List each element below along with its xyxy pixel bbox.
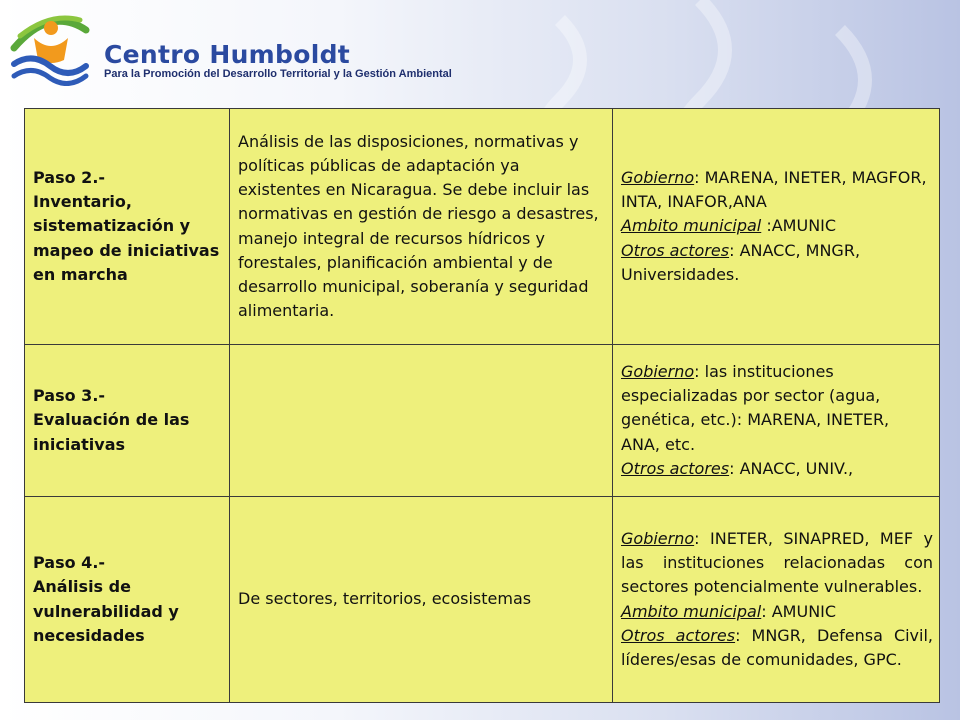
description-cell: Análisis de las disposiciones, normativas y políticas públicas de adaptación ya existentes en Nicaragua. Se debe incluir las normativas en gestión de riesgo a desastres, manejo integral de recursos hídricos y forestales, planificación ambiental y de desarrollo municipal, soberanía y seguridad alimentaria. [230, 109, 613, 345]
step-cell [25, 497, 230, 703]
actor-line [621, 600, 933, 624]
actors-cell [613, 109, 940, 345]
actor-text: AMUNIC [771, 601, 837, 621]
actor-text: INETER, SINAPRED, MEF y las instituciones relacionadas con sectores potencialmente vulnerables. [621, 528, 933, 597]
actor-line [621, 239, 933, 287]
table-row [25, 109, 940, 345]
actors-cell [613, 345, 940, 497]
step-cell [25, 109, 230, 345]
step-number: Paso 4.- [33, 553, 106, 573]
actor-label: Gobierno [621, 528, 695, 548]
actor-line [621, 457, 933, 481]
centro-humboldt-logo-icon [10, 8, 90, 86]
description-cell [230, 345, 613, 497]
actor-separator: : [729, 240, 740, 260]
actor-text: MNGR, Defensa Civil, líderes/esas de comunidades, GPC. [621, 625, 933, 669]
actor-text: MARENA, INETER, MAGFOR, INTA, INAFOR,ANA [621, 167, 927, 212]
step-title: Evaluación de las iniciativas [33, 410, 190, 454]
actors-cell [613, 497, 940, 703]
actor-text: AMUNIC [771, 216, 837, 236]
actor-separator: : [694, 528, 711, 548]
table-row [25, 497, 940, 703]
header [0, 0, 960, 100]
actor-line [621, 360, 933, 457]
actor-label: Ambito municipal [621, 601, 762, 621]
actor-separator: : [694, 167, 705, 187]
actor-text: ANACC, UNIV., [739, 458, 854, 478]
actor-separator: : [694, 361, 705, 381]
actor-line [621, 527, 933, 600]
step-number: Paso 2.- [33, 167, 106, 187]
actor-separator: : [729, 458, 740, 478]
actor-separator: : [735, 625, 752, 645]
step-title: Análisis de vulnerabilidad y necesidades [33, 577, 179, 645]
actor-text: las instituciones especializadas por sector (agua, genética, etc.): MARENA, INETER, ANA, etc. [621, 361, 890, 454]
actor-label: Otros actores [621, 458, 730, 478]
actor-line [621, 214, 933, 238]
actor-label: Otros actores [621, 625, 736, 645]
table-row [25, 345, 940, 497]
actor-separator: : [761, 601, 772, 621]
actor-separator: : [761, 216, 772, 236]
brand-tagline: Para la Promoción del Desarrollo Territorial y la Gestión Ambiental [104, 68, 452, 80]
steps-table [24, 108, 940, 703]
actor-label: Gobierno [621, 167, 695, 187]
actor-label: Ambito municipal [621, 216, 762, 236]
actor-line [621, 624, 933, 672]
step-title: Inventario, sistematización y mapeo de iniciativas en marcha [33, 192, 220, 284]
description-cell: De sectores, territorios, ecosistemas [230, 497, 613, 703]
actor-label: Gobierno [621, 361, 695, 381]
step-number: Paso 3.- [33, 386, 106, 406]
actor-text: ANACC, MNGR, Universidades. [621, 240, 861, 284]
step-cell [25, 345, 230, 497]
brand-name: Centro Humboldt [104, 40, 351, 69]
actor-line [621, 166, 933, 214]
actor-label: Otros actores [621, 240, 730, 260]
